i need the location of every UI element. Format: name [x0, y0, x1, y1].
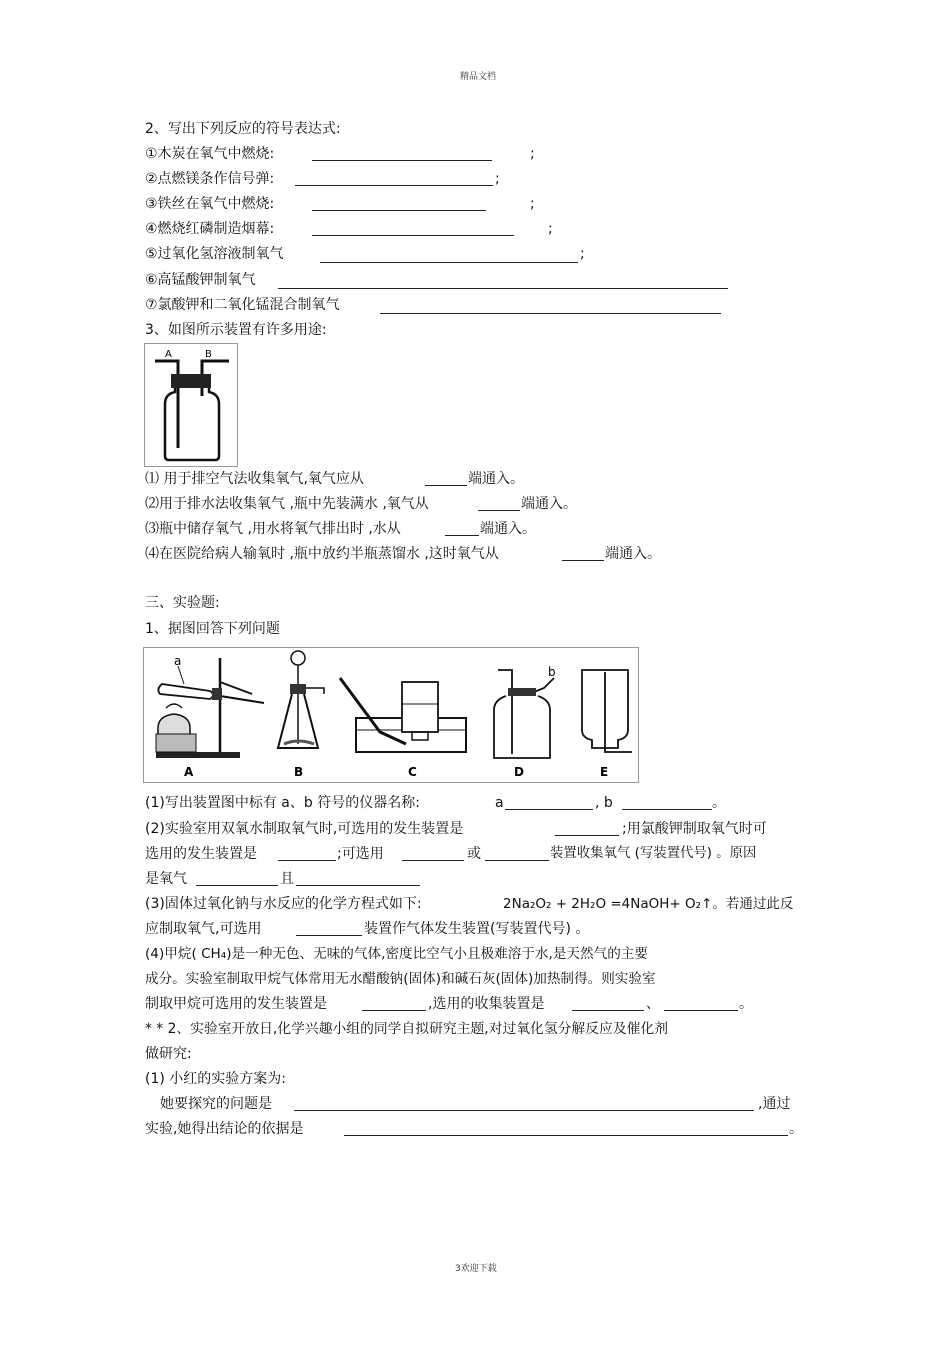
q3-item-3-text: ⑶瓶中储存氧气 ,用水将氧气排出时 ,水从: [145, 521, 401, 537]
q2-item-7-blank: [380, 313, 721, 314]
p4-line3-end: 。: [739, 996, 753, 1012]
p2-blank-4: [485, 860, 549, 861]
p4-line3-c: 、: [646, 996, 660, 1012]
p2-blank-3: [402, 860, 464, 861]
q2b-line4-end: 。: [789, 1121, 803, 1137]
q2-item-6-label: ⑥高锰酸钾制氧气: [145, 272, 256, 288]
p2-line3-text: 是氧气: [145, 871, 187, 887]
p1-blank-a: [505, 809, 593, 810]
p3-blank: [296, 935, 362, 936]
q3-item-4-blank: [562, 560, 604, 561]
q3-item-1-blank: [425, 485, 467, 486]
q2b-line4-text: 实验,她得出结论的依据是: [145, 1121, 304, 1137]
p1-b: , b: [595, 795, 613, 811]
p2-line3-b: 且: [280, 871, 294, 887]
q2-item-1-end: ;: [530, 146, 535, 162]
q3-item-4-text: ⑷在医院给病人输氧时 ,瓶中放约半瓶蒸馏水 ,这时氧气从: [145, 546, 499, 562]
q3-item-2-end: 端通入。: [521, 496, 577, 512]
q2-item-4-label: ④燃烧红磷制造烟幕:: [145, 221, 275, 237]
q3-item-3-end: 端通入。: [480, 521, 536, 537]
q2b-line3-end: ,通过: [758, 1096, 791, 1112]
q3-item-2-text: ⑵用于排水法收集氧气 ,瓶中先装满水 ,氧气从: [145, 496, 429, 512]
q2b-blank-1: [294, 1110, 754, 1111]
p2-line2-b: ;可选用: [337, 846, 384, 862]
q2b-line3-text: 她要探究的问题是: [160, 1096, 272, 1112]
p2-line2-d: 装置收集氧气 (写装置代号) 。原因: [550, 846, 757, 861]
q2b-sub1: (1) 小红的实验方案为:: [145, 1071, 286, 1087]
p4-line3-text: 制取甲烷可选用的发生装置是: [145, 996, 327, 1012]
p4-line2: 成分。实验室制取甲烷气体常用无水醋酸钠(固体)和碱石灰(固体)加热制得。则实验室: [145, 971, 656, 987]
fig-label-a: A: [165, 349, 172, 360]
p3-line2-end: 装置作气体发生装置(写装置代号) 。: [364, 921, 590, 937]
p3-line2-text: 应制取氧气,可选用: [145, 921, 262, 937]
apparatus-d: [494, 665, 556, 779]
p1-end: 。: [712, 795, 726, 811]
q3-item-2-blank: [478, 510, 520, 511]
p2-line1-text: (2)实验室用双氧水制取氧气时,可选用的发生装置是: [145, 821, 464, 837]
p4-line3-b: ,选用的收集装置是: [428, 996, 545, 1012]
p4-blank-1: [362, 1010, 426, 1011]
q2b-blank-2: [344, 1135, 788, 1136]
section3-q1-title: 1、据图回答下列问题: [145, 621, 280, 637]
apparatus-c: [340, 678, 466, 779]
gas-bottle-figure: [144, 343, 238, 467]
fig-label-C: C: [408, 765, 417, 779]
q3-item-1-end: 端通入。: [468, 471, 524, 487]
fig-label-small-b: b: [548, 665, 556, 679]
q2-item-5-label: ⑤过氧化氢溶液制氧气: [145, 246, 284, 262]
q2b-line2: 做研究:: [145, 1046, 192, 1062]
q2-item-2-blank: [295, 185, 493, 186]
q2-item-5-blank: [320, 262, 578, 263]
q3-title: 3、如图所示装置有许多用途:: [145, 322, 327, 338]
q2-item-3-end: ;: [530, 196, 535, 212]
p2-line2-text: 选用的发生装置是: [145, 846, 257, 862]
p2-line2-c: 或: [467, 846, 481, 862]
q2-title: 2、写出下列反应的符号表达式:: [145, 121, 341, 137]
apparatus-e: [582, 670, 632, 779]
page-header: 精品文档: [460, 72, 497, 82]
fig-label-b: B: [205, 349, 212, 360]
q2-item-1-label: ①木炭在氧气中燃烧:: [145, 146, 275, 162]
apparatus-a: [156, 654, 264, 779]
q2-item-3-label: ③铁丝在氧气中燃烧:: [145, 196, 275, 212]
q3-item-1-text: ⑴ 用于排空气法收集氧气,氧气应从: [145, 471, 364, 487]
p4-blank-2: [572, 1010, 644, 1011]
q2-item-4-blank: [312, 235, 514, 236]
q3-item-4-end: 端通入。: [605, 546, 661, 562]
q2-item-7-label: ⑦氯酸钾和二氧化锰混合制氧气: [145, 297, 340, 313]
q3-item-3-blank: [445, 535, 479, 536]
q2-item-2-label: ②点燃镁条作信号弹:: [145, 171, 275, 187]
apparatus-figure: [143, 647, 639, 783]
p1-text: (1)写出装置图中标有 a、b 符号的仪器名称:: [145, 795, 420, 811]
q2b-line1: * * 2、实验室开放日,化学兴趣小组的同学自拟研究主题,对过氧化氢分解反应及催化剂: [145, 1021, 669, 1037]
fig-label-small-a: a: [174, 654, 182, 668]
p2-blank-2: [278, 860, 336, 861]
p2-blank-5: [196, 885, 278, 886]
fig-label-E: E: [600, 765, 609, 779]
fig-label-A: A: [184, 765, 194, 779]
p2-blank-6: [296, 885, 420, 886]
fig-label-B: B: [294, 765, 304, 779]
q2-item-1-blank: [312, 160, 492, 161]
p2-line1-end: ;用氯酸钾制取氧气时可: [622, 821, 767, 837]
q2-item-2-end: ;: [495, 171, 500, 187]
q2-item-6-blank: [278, 288, 728, 289]
p4-blank-3: [664, 1010, 738, 1011]
p3-line1-text: (3)固体过氧化钠与水反应的化学方程式如下:: [145, 896, 422, 912]
p4-line1: (4)甲烷( CH₄)是一种无色、无味的气体,密度比空气小且极难溶于水,是天然气的主要: [145, 946, 648, 962]
q2-item-5-end: ;: [580, 246, 585, 262]
q2-item-3-blank: [312, 210, 486, 211]
page-footer: 3欢迎下载: [455, 1264, 497, 1274]
p1-blank-b: [622, 809, 712, 810]
section3-title: 三、实验题:: [145, 595, 220, 611]
p2-blank-1: [555, 835, 619, 836]
fig-label-D: D: [514, 765, 524, 779]
q2-item-4-end: ;: [548, 221, 553, 237]
apparatus-b: [278, 651, 324, 779]
p1-a: a: [495, 795, 504, 811]
p3-equation: 2Na₂O₂ + 2H₂O =4NaOH+ O₂↑。若通过此反: [503, 896, 794, 912]
